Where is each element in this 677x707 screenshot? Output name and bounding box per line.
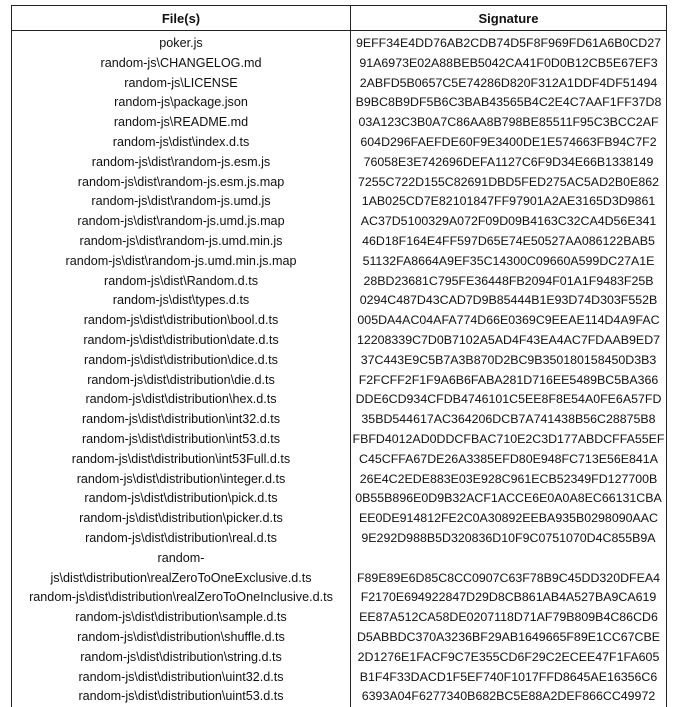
file-path-line: random-js\dist\distribution\date.d.ts [12, 331, 350, 351]
signature-hash-line: 28BD23681C795FE36448FB2094F01A1F9483F25B [351, 272, 666, 292]
file-path-line: random-js\dist\random-js.umd.min.js [12, 232, 350, 252]
table-body-row [12, 31, 667, 707]
signature-hash-line: C45CFFA67DE26A3385EFD80E948FC713E56E841A [351, 450, 666, 470]
signature-column-header: Signature [351, 6, 667, 31]
file-path-line: random-js\CHANGELOG.md [12, 54, 350, 74]
signature-hash-line: 604D296FAEFDE60F9E3400DE1E574663FB94C7F2 [351, 133, 666, 153]
signature-hash-line: EE0DE914812FE2C0A30892EEBA935B0298090AAC [351, 509, 666, 529]
table-header-row [12, 6, 667, 31]
signature-hash-line: B1F4F33DACD1F5EF740F1017FFD8645AE16356C6 [351, 668, 666, 688]
file-path-line: random-js\dist\distribution\bool.d.ts [12, 311, 350, 331]
file-path-line: random-js\LICENSE [12, 74, 350, 94]
file-path-line: random-js\dist\distribution\hex.d.ts [12, 390, 350, 410]
file-list [12, 31, 350, 707]
signature-table [11, 5, 667, 707]
signature-hash-line: F2FCFF2F1F9A6B6FABA281D716EE5489BC5BA366 [351, 371, 666, 391]
file-path-line: random-js\dist\distribution\picker.d.ts [12, 509, 350, 529]
signature-table-container [11, 5, 666, 707]
signature-list [351, 31, 666, 707]
signature-hash-line: 35BD544617AC364206DCB7A741438B56C28875B8 [351, 410, 666, 430]
signature-hash-line: 76058E3E742696DEFA1127C6F9D34E66B1338149 [351, 153, 666, 173]
signature-hash-line: 37C443E9C5B7A3B870D2BC9B350180158450D3B3 [351, 351, 666, 371]
file-path-line: random-js\dist\random-js.umd.min.js.map [12, 252, 350, 272]
file-path-line: random-js\dist\distribution\int32.d.ts [12, 410, 350, 430]
signature-hash-line: 46D18F164E4FF597D65E74E50527AA086122BAB5 [351, 232, 666, 252]
file-path-line: random-js\dist\distribution\uint32.d.ts [12, 668, 350, 688]
signature-hash-line: 91A6973E02A88BEB5042CA41F0D0B12CB5E67EF3 [351, 54, 666, 74]
signature-hash-line: 0294C487D43CAD7D9B85444B1E93D74D303F552B [351, 291, 666, 311]
file-path-line: random-js\dist\distribution\dice.d.ts [12, 351, 350, 371]
signature-hash-line: 6393A04F6277340B682BC5E88A2DEF866CC49972 [351, 687, 666, 707]
file-path-line: random-js\dist\distribution\pick.d.ts [12, 489, 350, 509]
signature-hash-line: 51132FA8664A9EF35C14300C09660A599DC27A1E [351, 252, 666, 272]
signature-hash-line: EE87A512CA58DE0207118D71AF79B809B4C86CD6 [351, 608, 666, 628]
signature-hash-line: 7255C722D155C82691DBD5FED275AC5AD2B0E862 [351, 173, 666, 193]
signature-hash-line: 26E4C2EDE883E03E928C961ECB52349FD127700B [351, 470, 666, 490]
signature-hash-line: 12208339C7D0B7102A5AD4F43EA4AC7FDAAB9ED7 [351, 331, 666, 351]
signature-hash-line: 1AB025CD7E82101847FF97901A2AE3165D3D9861 [351, 192, 666, 212]
signature-hash-line: 2ABFD5B0657C5E74286D820F312A1DDF4DF51494 [351, 74, 666, 94]
signature-hash-line: AC37D5100329A072F09D09B4163C32CA4D56E341 [351, 212, 666, 232]
file-path-line: random-js\dist\distribution\real.d.ts [12, 529, 350, 549]
file-path-line: random-js\dist\distribution\die.d.ts [12, 371, 350, 391]
file-path-line: random-js\dist\distribution\shuffle.d.ts [12, 628, 350, 648]
file-path-line: random-js\dist\random-js.umd.js [12, 192, 350, 212]
file-path-line: random- [12, 549, 350, 569]
files-column-header: File(s) [12, 6, 351, 31]
file-path-line: random-js\dist\random-js.esm.js.map [12, 173, 350, 193]
signature-hash-line: F2170E694922847D29D8CB861AB4A527BA9CA619 [351, 588, 666, 608]
file-path-line: poker.js [12, 34, 350, 54]
file-path-line: random-js\dist\distribution\int53.d.ts [12, 430, 350, 450]
signature-hash-line: DDE6CD934CFDB4746101C5EE8F8E54A0FE6A57FD [351, 390, 666, 410]
file-path-line: random-js\dist\distribution\uint53.d.ts [12, 687, 350, 707]
signature-hash-line: 9E292D988B5D320836D10F9C0751070D4C855B9A [351, 529, 666, 549]
file-path-line: random-js\README.md [12, 113, 350, 133]
file-path-line: random-js\dist\distribution\integer.d.ts [12, 470, 350, 490]
file-path-line: random-js\dist\distribution\sample.d.ts [12, 608, 350, 628]
signature-hash-line: F89E89E6D85C8CC0907C63F78B9C45DD320DFEA4 [351, 569, 666, 589]
file-path-line: random-js\package.json [12, 93, 350, 113]
files-cell [12, 31, 351, 707]
file-path-line: random-js\dist\distribution\int53Full.d.ts [12, 450, 350, 470]
signature-hash-line: B9BC8B9DF5B6C3BAB43565B4C2E4C7AAF1FF37D8 [351, 93, 666, 113]
signature-hash-line: 9EFF34E4DD76AB2CDB74D5F8F969FD61A6B0CD27 [351, 34, 666, 54]
signature-hash-line: 2D1276E1FACF9C7E355CD6F29C2ECEE47F1FA605 [351, 648, 666, 668]
signature-hash-line [351, 549, 666, 569]
signature-hash-line: D5ABBDC370A3236BF29AB1649665F89E1CC67CBE [351, 628, 666, 648]
file-path-line: random-js\dist\random-js.esm.js [12, 153, 350, 173]
file-path-line: random-js\dist\random-js.umd.js.map [12, 212, 350, 232]
signature-hash-line: 03A123C3B0A7C86AA8B798BE85511F95C3BCC2AF [351, 113, 666, 133]
signature-hash-line: FBFD4012AD0DDCFBAC710E2C3D177ABDCFFA55EF [351, 430, 666, 450]
signature-hash-line: 005DA4AC04AFA774D66E0369C9EEAE114D4A9FAC [351, 311, 666, 331]
signatures-cell [351, 31, 667, 707]
file-path-line: random-js\dist\types.d.ts [12, 291, 350, 311]
file-path-line: random-js\dist\distribution\string.d.ts [12, 648, 350, 668]
file-path-line: random-js\dist\distribution\realZeroToOneInclusive.d.ts [12, 588, 350, 608]
file-path-line: random-js\dist\Random.d.ts [12, 272, 350, 292]
file-path-line: random-js\dist\index.d.ts [12, 133, 350, 153]
file-path-line: js\dist\distribution\realZeroToOneExclusive.d.ts [12, 569, 350, 589]
signature-hash-line: 0B55B896E0D9B32ACF1ACCE6E0A0A8EC66131CBA [351, 489, 666, 509]
